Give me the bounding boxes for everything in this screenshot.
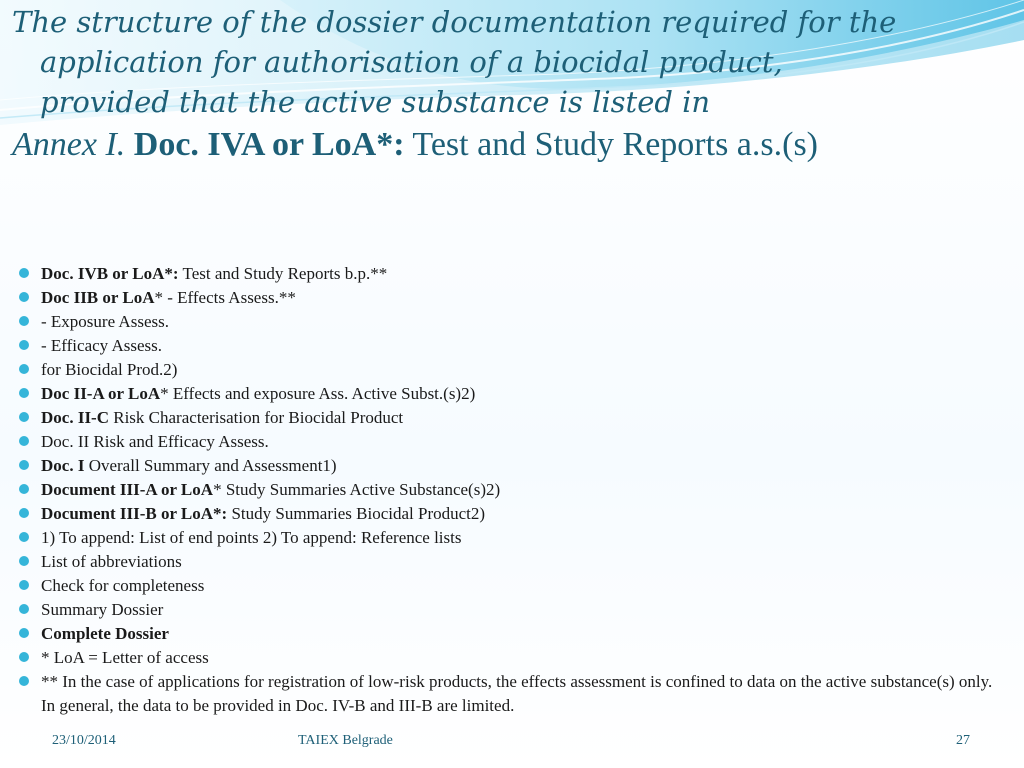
list-item-text: for Biocidal Prod.2) (41, 360, 178, 379)
list-item (18, 430, 1008, 454)
bullet-icon (18, 363, 30, 375)
list-item (18, 382, 1008, 406)
list-item-text: Risk Characterisation for Biocidal Product (109, 408, 404, 427)
bullet-icon (18, 291, 30, 303)
list-item (18, 454, 1008, 478)
list-item (18, 526, 1008, 550)
bullet-icon (18, 387, 30, 399)
bullet-icon (18, 627, 30, 639)
title-sub-bold: Doc. IVA or LoA*: (133, 126, 405, 163)
list-item-text: * Study Summaries Active Substance(s)2) (213, 480, 501, 499)
title-line-1: The structure of the dossier documentation required for the (12, 5, 897, 39)
list-item-bold: Doc IIB or LoA (41, 288, 155, 307)
dossier-structure-list (18, 262, 1008, 718)
list-item-text: - Exposure Assess. (41, 312, 169, 331)
bullet-icon (18, 339, 30, 351)
list-item (18, 502, 1008, 526)
bullet-icon (18, 267, 30, 279)
list-item-bold: Doc II-A or LoA (41, 384, 161, 403)
list-item (18, 598, 1008, 622)
list-item-bold: Document III-A or LoA (41, 480, 214, 499)
list-item-text: * - Effects Assess.** (154, 288, 296, 307)
list-item-text: Doc. II Risk and Efficacy Assess. (41, 432, 269, 451)
list-item-text: ** In the case of applications for registration of low-risk products, the effects assessment is confined to data on the active substance(s) only. In general, the data to be provided in Doc. IV-B and III-B are limited. (41, 672, 993, 715)
list-item-text: * LoA = Letter of access (41, 648, 209, 667)
title-subheading (12, 124, 1017, 166)
footer-page-number: 27 (956, 733, 970, 748)
title-sub-italic: Annex I. (12, 126, 134, 163)
bullet-icon (18, 579, 30, 591)
footer-date: 23/10/2014 (52, 733, 116, 748)
list-item-text: - Efficacy Assess. (41, 336, 163, 355)
list-item-bold: Doc. II-C (41, 408, 109, 427)
bullet-icon (18, 531, 30, 543)
bullet-icon (18, 483, 30, 495)
list-item-text: Summary Dossier (41, 600, 164, 619)
list-item (18, 478, 1008, 502)
bullet-icon (18, 555, 30, 567)
list-item (18, 646, 1008, 670)
list-item-text: Study Summaries Biocidal Product2) (227, 504, 486, 523)
bullet-icon (18, 435, 30, 447)
list-item (18, 622, 1008, 646)
list-item-bold: Doc. IVB or LoA*: (41, 264, 179, 283)
list-item-text: Check for completeness (41, 576, 205, 595)
slide-title (12, 2, 1017, 166)
bullet-icon (18, 675, 30, 687)
list-item (18, 358, 1008, 382)
bullet-icon (18, 411, 30, 423)
list-item (18, 574, 1008, 598)
list-item (18, 286, 1008, 310)
title-line-3: provided that the active substance is listed in (40, 85, 711, 119)
list-item (18, 406, 1008, 430)
list-item (18, 310, 1008, 334)
list-item (18, 550, 1008, 574)
list-item-text: Test and Study Reports b.p.** (178, 264, 388, 283)
title-line-2: application for authorisation of a biocidal product, (40, 45, 783, 79)
bullet-icon (18, 603, 30, 615)
list-item-text: 1) To append: List of end points 2) To append: Reference lists (41, 528, 462, 547)
bullet-icon (18, 651, 30, 663)
list-item-bold: Document III-B or LoA*: (41, 504, 228, 523)
bullet-icon (18, 459, 30, 471)
list-item-text: List of abbreviations (41, 552, 182, 571)
list-item-bold: Doc. I (41, 456, 85, 475)
list-item (18, 334, 1008, 358)
list-item-text: * Effects and exposure Ass. Active Subst.(s)2) (160, 384, 476, 403)
list-item-bold: Complete Dossier (41, 624, 169, 643)
title-sub-rest: Test and Study Reports a.s.(s) (404, 126, 819, 163)
slide-footer (0, 733, 1024, 755)
footer-organisation: TAIEX Belgrade (298, 733, 393, 748)
list-item-text: Overall Summary and Assessment1) (84, 456, 337, 475)
list-item (18, 262, 1008, 286)
bullet-icon (18, 507, 30, 519)
bullet-icon (18, 315, 30, 327)
list-item (18, 670, 1008, 718)
